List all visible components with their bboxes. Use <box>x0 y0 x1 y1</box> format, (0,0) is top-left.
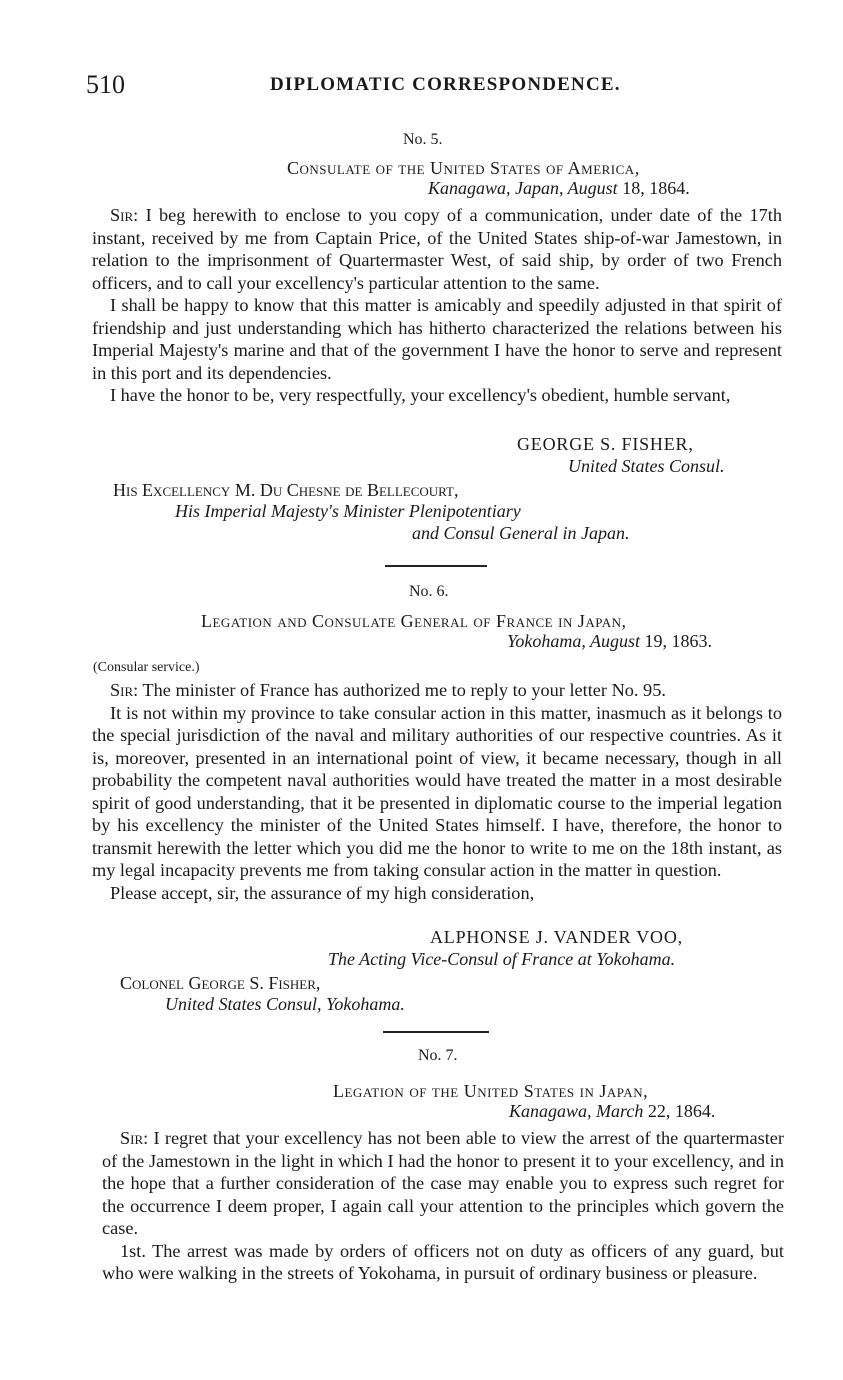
doc6-paragraph-2: It is not within my province to take consular action in this matter, inasmuch as it belongs to the special jurisdiction of the naval and military authorities of our respective countries. As it is, moreover, presented in an international point of view, it became necessary, though in all probability the competent naval authorities would have treated the matter in a most desirable spirit of good understanding, that it be presented in diplomatic course to the imperial legation by his excellency the minister of the United States himself. I have, therefore, the honor to transmit herewith the letter which you did me the honor to write to me on the 18th instant, as my legal incapacity prevents me from taking consular action in the matter in question. <box>92 702 782 880</box>
doc6-heading: Legation and Consulate General of France in Japan, <box>201 611 627 631</box>
doc7-paragraph-2: 1st. The arrest was made by orders of officers not on duty as officers of any guard, but who were walking in the streets of Yokohama, in pursuit of ordinary business or pleasure. <box>102 1240 784 1283</box>
doc6-addressee: Colonel George S. Fisher, <box>120 973 321 993</box>
doc7-number: No. 7. <box>418 1047 458 1064</box>
section-divider <box>385 565 487 567</box>
doc5-addressee: His Excellency M. Du Chesne de Bellecourt, <box>113 480 459 500</box>
doc5-dateline <box>428 178 690 199</box>
doc6-paragraph-1: Sir: The minister of France has authorized me to reply to your letter No. 95. <box>110 680 666 700</box>
doc6-paragraph-3: Please accept, sir, the assurance of my high consideration, <box>110 882 535 903</box>
doc5-signature: GEORGE S. FISHER, <box>517 434 694 454</box>
doc5-date-place: Kanagawa, Japan, August <box>428 178 618 198</box>
doc6-body <box>92 679 782 904</box>
doc7-body <box>102 1127 784 1285</box>
section-divider-2 <box>383 1031 489 1033</box>
doc6-note: (Consular service.) <box>93 660 200 675</box>
doc5-addressee-title-1: His Imperial Majesty's Minister Plenipotentiary <box>175 501 521 521</box>
doc6-date-rest: 19, 1863. <box>644 631 713 651</box>
doc6-date-place: Yokohama, August <box>507 631 641 651</box>
doc6-dateline <box>507 631 712 652</box>
doc7-salutation: Sir: <box>120 1128 149 1148</box>
running-head: DIPLOMATIC CORRESPONDENCE. <box>270 74 621 95</box>
doc5-paragraph-3: I have the honor to be, very respectfully, your excellency's obedient, humble servant, <box>110 385 731 405</box>
doc5-signature-title: United States Consul. <box>568 456 725 476</box>
doc5-paragraph-1: Sir: I beg herewith to enclose to you copy of a communication, under date of the 17th instant, received by me from Captain Price, of the United States ship-of-war Jamestown, in relation to the imprisonment of Quartermaster West, of said ship, by order of two French officers, and to call your excellency's particular attention to the same. <box>92 205 782 293</box>
doc7-paragraph-1: Sir: I regret that your excellency has not been able to view the arrest of the quartermaster of the Jamestown in the light in which I had the honor to present it to your excellency, and in the hope that a further consideration of the case may enable you to express such regret for the occurrence I deem proper, I again call your attention to the principles which govern the case. <box>102 1128 784 1238</box>
doc5-salutation: Sir: <box>110 205 139 225</box>
doc7-dateline <box>509 1101 715 1122</box>
doc6-addressee-title: United States Consul, Yokohama. <box>165 994 405 1014</box>
doc6-number: No. 6. <box>409 583 449 600</box>
doc7-date-place: Kanagawa, March <box>509 1101 644 1121</box>
doc7-date-rest: 22, 1864. <box>647 1101 716 1121</box>
doc5-body <box>92 204 782 407</box>
doc6-salutation: Sir: <box>110 680 139 700</box>
doc5-date-rest: 18, 1864. <box>622 178 690 198</box>
doc6-signature-title: The Acting Vice-Consul of France at Yokohama. <box>328 949 676 969</box>
doc7-heading: Legation of the United States in Japan, <box>333 1081 649 1101</box>
doc5-addressee-title-2: and Consul General in Japan. <box>412 523 630 543</box>
doc6-signature: ALPHONSE J. VANDER VOO, <box>430 927 683 947</box>
page-number: 510 <box>86 70 125 99</box>
doc5-number: No. 5. <box>403 131 443 148</box>
doc5-heading: Consulate of the United States of America, <box>287 158 640 178</box>
doc5-paragraph-2: I shall be happy to know that this matter is amicably and speedily adjusted in that spirit of friendship and just understanding which has hitherto characterized the relations between his Imperial Majesty's marine and that of the government I have the honor to serve and represent in this port and its dependencies. <box>92 295 782 383</box>
